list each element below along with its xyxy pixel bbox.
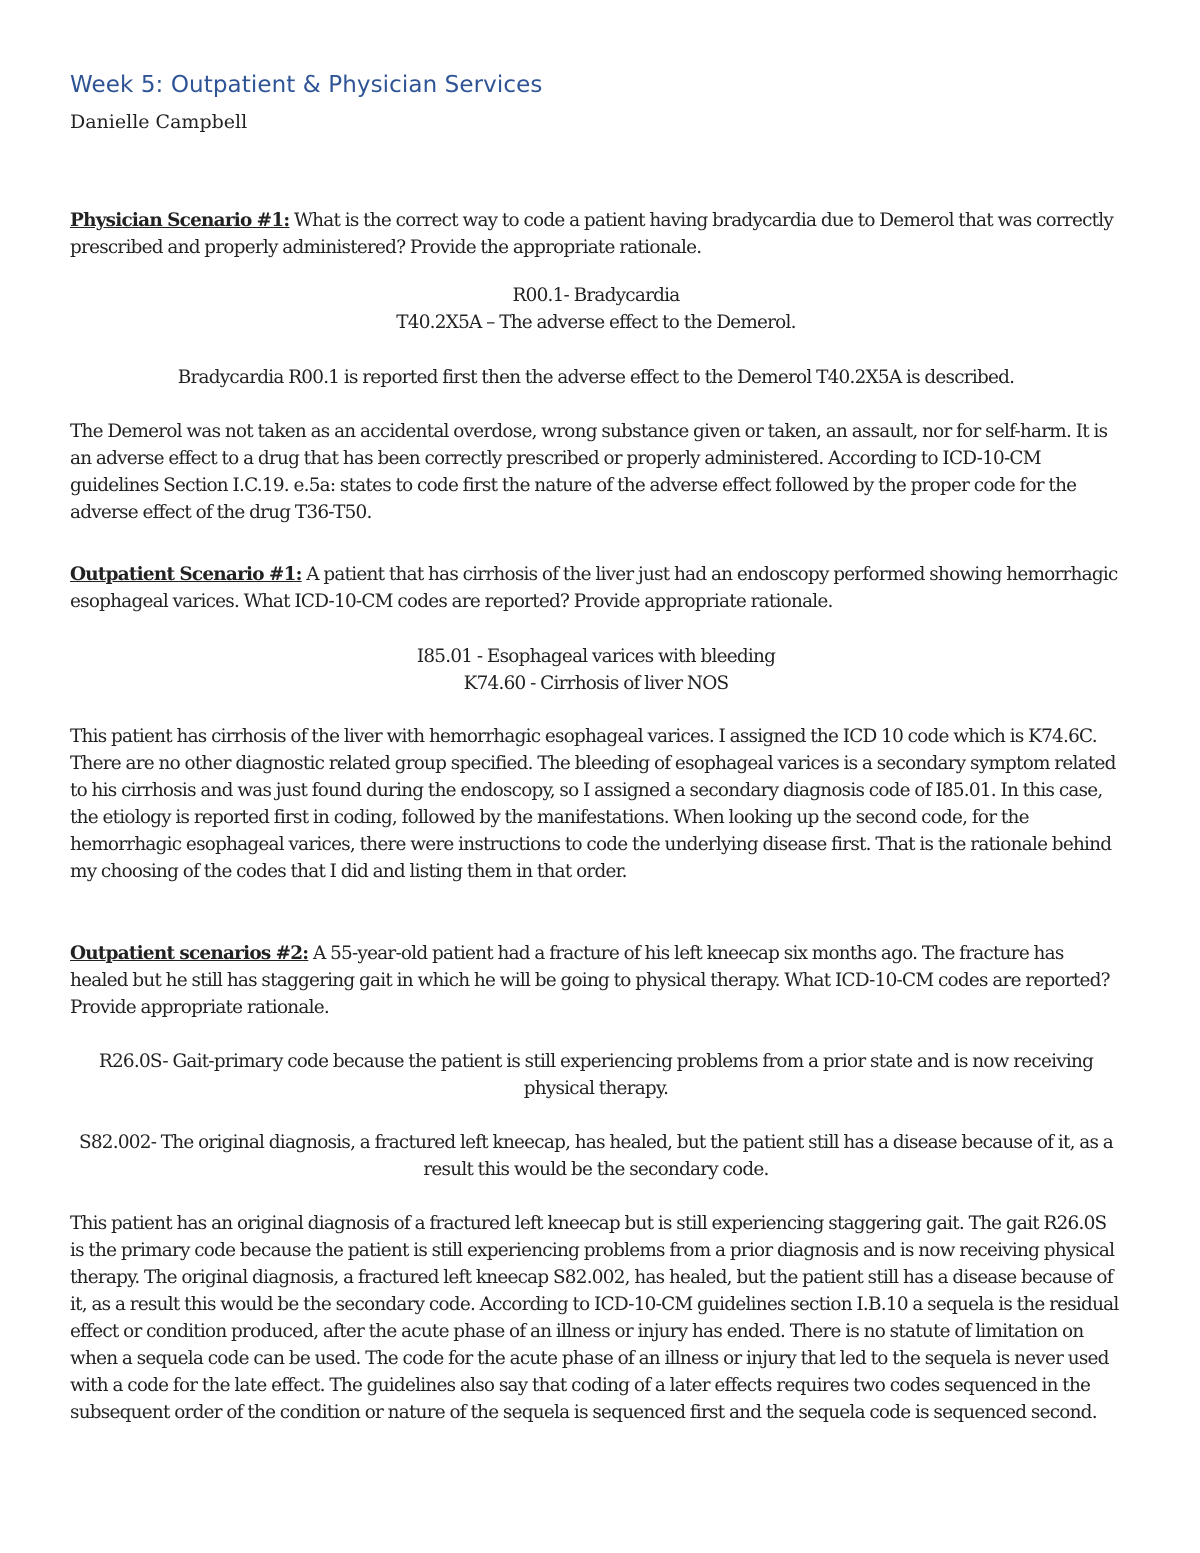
outpatient-scenario-2-question	[70, 940, 1122, 1021]
outpatient-scenario-2-label: Outpatient scenarios #2:	[70, 943, 309, 964]
outpatient-scenario-1-label: Outpatient Scenario #1:	[70, 564, 302, 585]
outpatient-scenario-1-rationale: This patient has cirrhosis of the liver with hemorrhagic esophageal varices. I assigned the ICD 10 code which is K74.6C. There are no other diagnostic related group specified. The bleeding of esophageal varices is a secondary symptom related to his cirrhosis and was just found during the endoscopy, so I assigned a secondary diagnosis code of I85.01. In this case, the etiology is reported first in coding, followed by the manifestations. When looking up the second code, for the hemorrhagic esophageal varices, there were instructions to code the underlying disease first. That is the rationale behind my choosing of the codes that I did and listing them in that order.	[70, 726, 1116, 882]
outpatient1-code-2: K74.60 - Cirrhosis of liver NOS	[463, 673, 729, 694]
physician-code-2: T40.2X5A – The adverse effect to the Demerol.	[396, 312, 796, 333]
outpatient2-code-1: R26.0S- Gait-primary code because the patient is still experiencing problems from a prior state and is now receiving physical therapy.	[98, 1051, 1094, 1099]
physician-scenario-1-codes	[70, 282, 1122, 336]
physician-scenario-1-sequence: Bradycardia R00.1 is reported first then the adverse effect to the Demerol T40.2X5A is described.	[177, 367, 1015, 388]
physician-code-1: R00.1- Bradycardia	[512, 285, 680, 306]
outpatient-scenario-1-codes	[70, 643, 1122, 697]
outpatient-scenario-2-question-text: A 55-year-old patient had a fracture of his left kneecap six months ago. The fracture has healed but he still has staggering gait in which he will be going to physical therapy. What ICD-10-CM codes are reported? Provide appropriate rationale.	[70, 943, 1110, 1018]
physician-scenario-1-label: Physician Scenario #1:	[70, 210, 290, 231]
outpatient-scenario-2-rationale: This patient has an original diagnosis of a fractured left kneecap but is still experiencing staggering gait. The gait R26.0S is the primary code because the patient is still experiencing problems from a prior diagnosis and is now receiving physical therapy. The original diagnosis, a fractured left kneecap S82.002, has healed, but the patient still has a disease because of it, as a result this would be the secondary code. According to ICD-10-CM guidelines section I.B.10 a sequela is the residual effect or condition produced, after the acute phase of an illness or injury has ended. There is no statute of limitation on when a sequela code can be used. The code for the acute phase of an illness or injury that led to the sequela is never used with a code for the late effect. The guidelines also say that coding of a later effects requires two codes sequenced in the subsequent order of the condition or nature of the sequela is sequenced first and the sequela code is sequenced second.	[70, 1213, 1119, 1423]
document-title: Week 5: Outpatient & Physician Services	[70, 72, 543, 98]
physician-scenario-1-rationale: The Demerol was not taken as an accidental overdose, wrong substance given or taken, an assault, nor for self-harm. It is an adverse effect to a drug that has been correctly prescribed or properly administered. According to ICD-10-CM guidelines Section I.C.19. e.5a: states to code first the nature of the adverse effect followed by the proper code for the adverse effect of the drug T36-T50.	[70, 421, 1108, 523]
outpatient-scenario-1-question-text: A patient that has cirrhosis of the liver just had an endoscopy performed showing hemorrhagic esophageal varices. What ICD-10-CM codes are reported? Provide appropriate rationale.	[70, 564, 1118, 612]
outpatient2-code-2: S82.002- The original diagnosis, a fractured left kneecap, has healed, but the patient still has a disease because of it, as a result this would be the secondary code.	[79, 1132, 1113, 1180]
outpatient-scenario-1-question	[70, 561, 1122, 615]
physician-scenario-1-question-text: What is the correct way to code a patient having bradycardia due to Demerol that was correctly prescribed and properly administered? Provide the appropriate rationale.	[70, 210, 1114, 258]
outpatient1-code-1: I85.01 - Esophageal varices with bleeding	[416, 646, 776, 667]
author-name: Danielle Campbell	[70, 111, 248, 133]
physician-scenario-1-question	[70, 207, 1122, 261]
